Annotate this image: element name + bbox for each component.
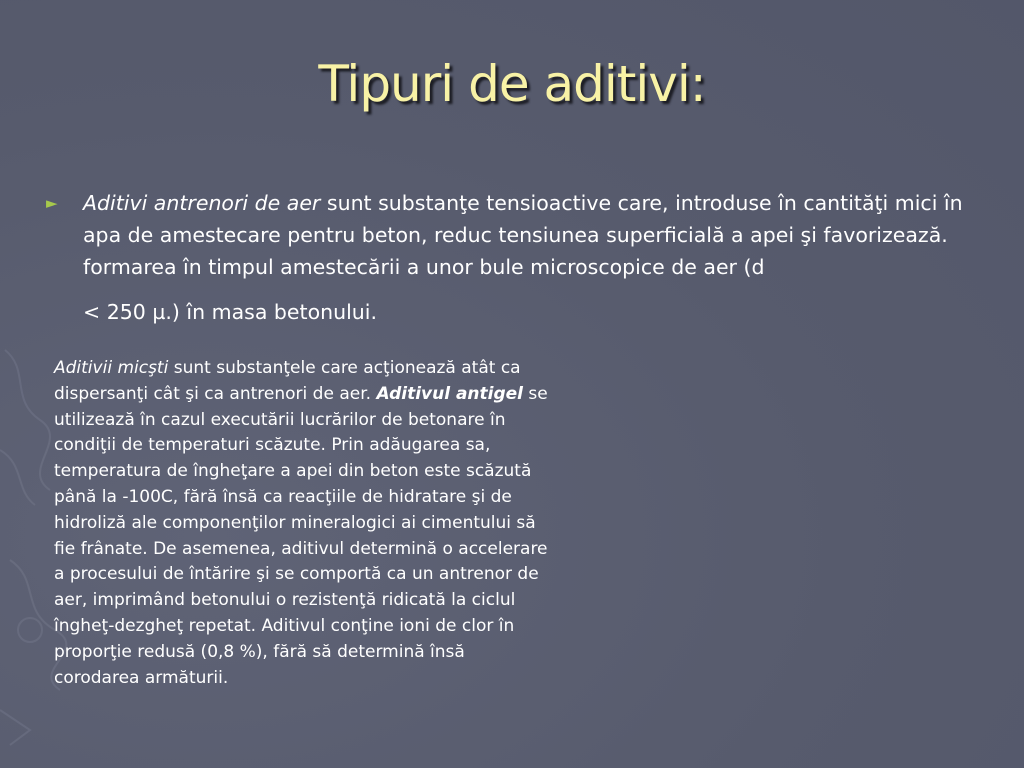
- term-aditivii-micsti: Aditivii micşti: [54, 358, 169, 378]
- bullet-last-line: < 250 µ.) în masa betonului.: [83, 300, 377, 324]
- term-aditivul-antigel: Aditivul antigel: [376, 383, 524, 404]
- paragraph-text-1: sunt substanţele care acţionează atât ca dispersanţi cât şi ca antrenori de aer.: [54, 358, 521, 404]
- paragraph-text-2: se utilizează în cazul executării lucrărilor de betonare în condiţii de temperaturi scăzute. Prin adăugarea sa, temperatura de îngheţare a apei din beton este scăzută până la -100C, fără însă ca reacţiile de hidratare şi de hidroliză ale componenţilor mineralogici ai cimentului să fie frânate. De asemenea, aditivul determină o accelerare a procesului de întărire şi se comportă ca un antrenor de aer, imprimând betonului o rezistenţă ridicată la ciclul îngheţ-dezgheţ repetat. Aditivul conţine ioni de clor în proporţie redusă (0,8 %), fără să determină însă corodarea armăturii.: [54, 383, 548, 688]
- triangle-right-icon: ►: [46, 194, 58, 212]
- body-paragraph: [54, 356, 554, 691]
- bullet-term: Aditivi antrenori de aer: [83, 191, 321, 215]
- slide-title: Tipuri de aditivi:: [318, 55, 706, 113]
- bullet-text: [83, 187, 976, 328]
- bullet-item: [46, 187, 976, 328]
- bullet-description: sunt substanţe tensioactive care, introduse în cantităţi mici în apa de amestecare pentru beton, reduc tensiunea superficială a apei şi favorizează. formarea în timpul amestecării a unor bule microscopice de aer (d: [83, 191, 963, 279]
